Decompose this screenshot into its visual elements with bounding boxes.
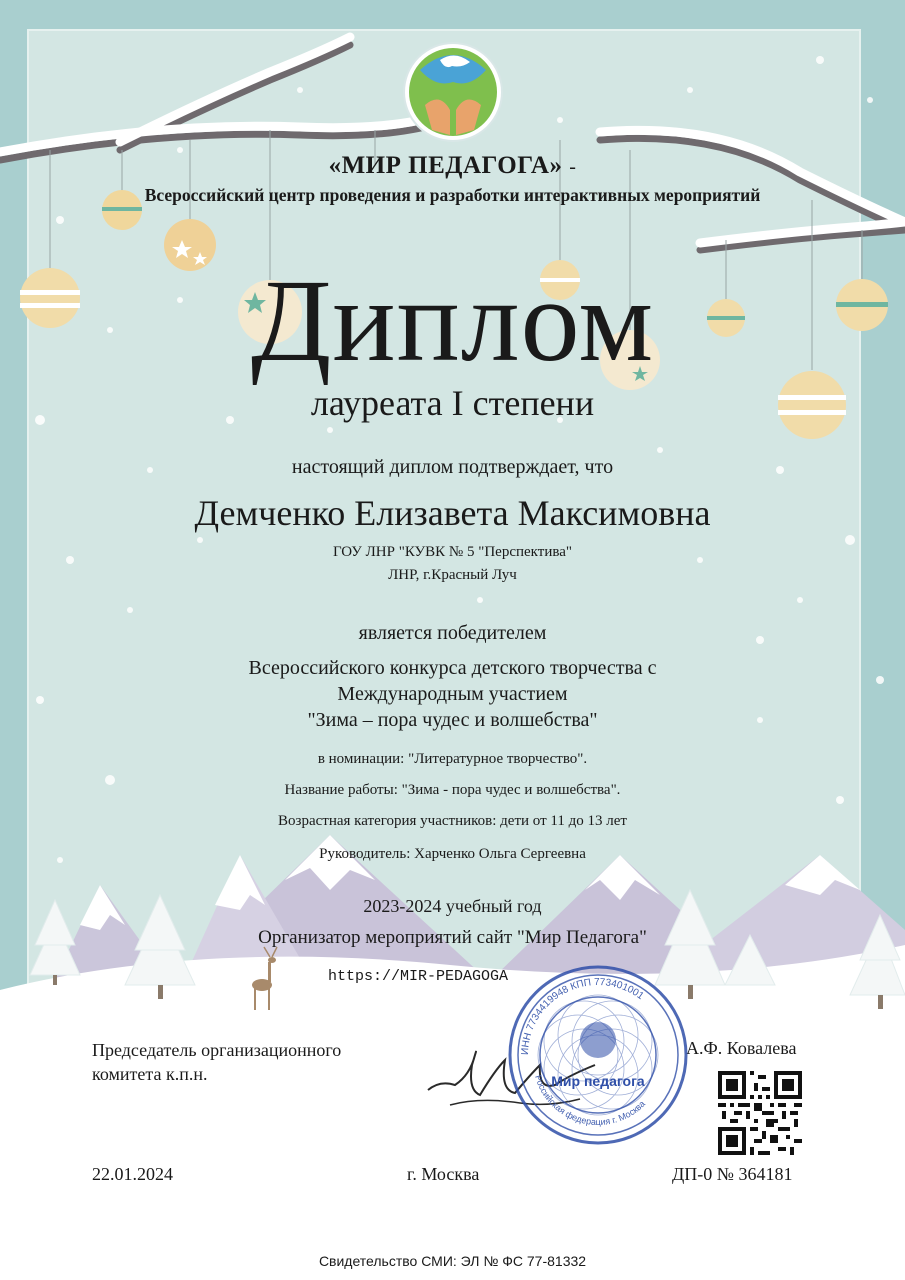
stamp xyxy=(503,960,693,1150)
contest-line-2: Международным участием xyxy=(337,683,568,705)
site-url[interactable]: https://MIR-PEDAGOGA xyxy=(328,968,509,985)
issue-city: г. Москва xyxy=(407,1164,480,1184)
organizer: Организатор мероприятий сайт "Мир Педагога" xyxy=(258,927,647,948)
leader: Руководитель: Харченко Ольга Сергеевна xyxy=(319,846,586,862)
diploma-title: Диплом xyxy=(250,255,655,386)
logo-icon xyxy=(404,43,502,141)
organization-header xyxy=(0,152,905,180)
contest-line-1: Всероссийского конкурса детского творчества с xyxy=(248,657,657,679)
academic-year: 2023-2024 учебный год xyxy=(363,896,542,916)
contest-line-3: "Зима – пора чудес и волшебства" xyxy=(307,709,598,731)
winner-text: является победителем xyxy=(358,622,547,644)
chair-line-2: комитета к.п.н. xyxy=(92,1064,208,1084)
recipient-name: Демченко Елизавета Максимовна xyxy=(194,493,711,533)
organization-title: «МИР ПЕДАГОГА» xyxy=(328,152,563,179)
nomination: в номинации: "Литературное творчество". xyxy=(317,751,588,767)
chair-line-1: Председатель организационного xyxy=(92,1040,342,1060)
diploma-number: ДП-0 № 364181 xyxy=(672,1164,793,1184)
organization-subtitle: Всероссийский центр проведения и разработки интерактивных мероприятий xyxy=(144,185,761,205)
chair-block xyxy=(92,1038,341,1086)
age-category: Возрастная категория участников: дети от 11 до 13 лет xyxy=(278,813,627,829)
stamp-center-text: Мир педагога xyxy=(551,1073,645,1089)
stamp-ring-top: ИНН 7734419948 КПП 773401001 xyxy=(519,976,646,1056)
signer-name: А.Ф. Ковалева xyxy=(686,1038,797,1058)
organization-dash: - xyxy=(569,156,577,178)
contest-block xyxy=(0,655,905,733)
work-title: Название работы: "Зима - пора чудес и волшебства". xyxy=(284,782,621,798)
issue-date: 22.01.2024 xyxy=(92,1164,173,1184)
diploma-degree: лауреата I степени xyxy=(310,383,595,423)
school-block xyxy=(0,541,905,587)
confirm-text: настоящий диплом подтверждает, что xyxy=(291,456,614,478)
school-name: ГОУ ЛНР "КУВК № 5 "Перспектива" xyxy=(332,544,573,560)
stamp-ring-bottom: Российская федерация г. Москва xyxy=(533,1073,647,1128)
school-location: ЛНР, г.Красный Луч xyxy=(388,567,517,583)
media-registration: Свидетельство СМИ: ЭЛ № ФС 77-81332 xyxy=(318,1253,587,1269)
qr-code-icon xyxy=(718,1071,802,1155)
